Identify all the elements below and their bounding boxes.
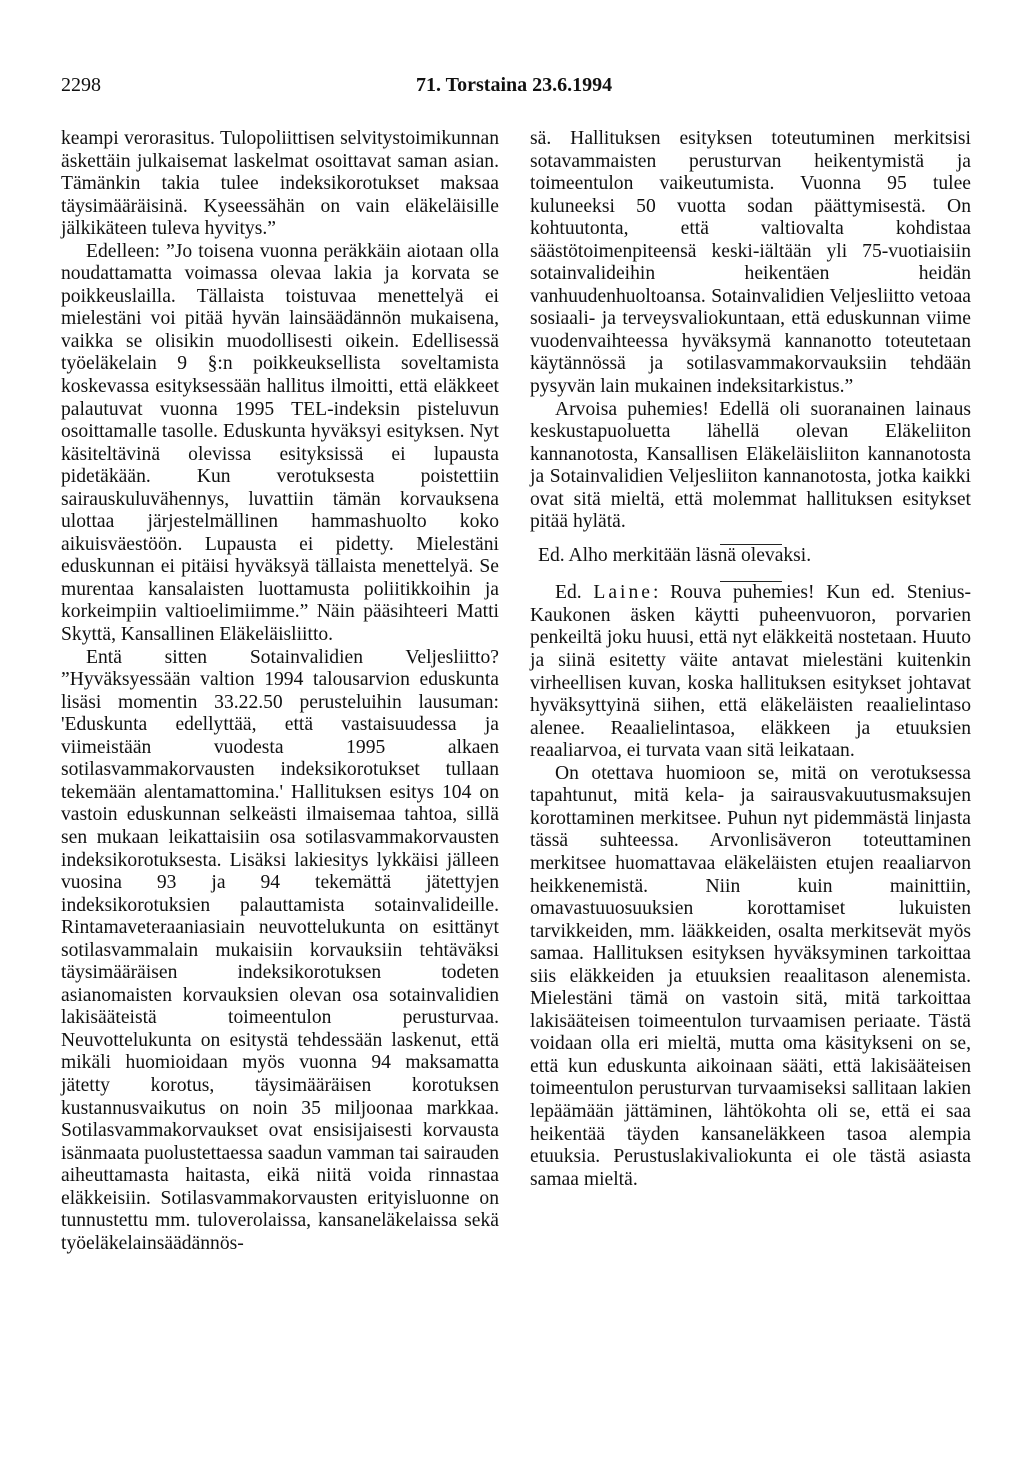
- left-column: [61, 128, 499, 1255]
- speech-text: Rouva puhemies! Kun ed. Stenius-Kaukonen äsken käytti puheenvuoron, porvarien penkeiltä joku huusi, että nyt eläkkeitä nostetaan. Huuto ja siinä esitetty väite antavat mielestäni kuitenkin virheellisen kuvan, koska hallituksen esitykset johtavat hyväksyttyinä siihen, että eläkeläisten reaalielintaso alenee. Reaalielintasoa, eläkkeen ja etuuksien reaaliarvoa, ei turvata vaan sitä leikataan.: [530, 582, 971, 762]
- right-column: [530, 128, 971, 1191]
- running-head: 71. Torstaina 23.6.1994: [416, 74, 613, 96]
- left-paragraph-2: Edelleen: ”Jo toisena vuonna peräkkäin aiotaan olla noudattamatta voimassa olevaa lakia ja korvata se poikkeuslailla. Tällaista toistuvaa menettelyä ei mielestäni voi pitää hyvän lainsäädännön mukaisena, vaikka se olisikin muodollisesti oikein. Edellisessä työeläkelain 9 §:n poikkeuksellista soveltamista koskevassa esityksessään hallitus ilmoitti, että eläkkeet palautuvat vuonna 1995 TEL-indeksin pisteluvun osoittamalle tasolle. Eduskunta hyväksyi esityksen. Nyt käsiteltävinä olevissa esityksissä ei lupausta pidetäkään. Kun verotuksesta poistettiin sairauskuluvähennys, luvattiin tämän korvauksena ulottaa järjestelmällinen hammashuolto koko aikuisväestöön. Lupausta ei pidetty. Mielestäni eduskunnan ei pitäisi hyväksyä tällaista menettelyä. Se murentaa kansalaisten luottamusta poliitikkoihin ja korkeimpiin valtioelimiimme.” Näin pääsihteeri Matti Skyttä, Kansallinen Eläkeläisliitto.: [61, 240, 499, 646]
- speech-paragraph-1: [530, 582, 971, 762]
- right-paragraph-1: sä. Hallituksen esityksen toteutuminen merkitsisi sotavammaisten perusturvan heikentymistä ja toimeentulon vaikeutumista. Vuonna 95 tulee kuluneeksi 50 vuotta sodan päättymisestä. On kohtuutonta, että valtiovalta kohdistaa säästötoimenpiteensä keski-iältään yli 75-vuotiaisiin sotainvalideihin heikentäen heidän vanhuudenhuoltoansa. Sotainvalidien Veljesliitto vetoaa sosiaali- ja terveysvaliokuntaan, että eduskunnan viime vuodenvaihteessa hyväksymä kannanotto toteutetaan käytännössä ja sotilasvammakorvauksiin tehdään pysyvän lain mukainen indeksitarkistus.”: [530, 128, 971, 398]
- left-paragraph-1: keampi verorasitus. Tulopoliittisen selvitystoimikunnan äskettäin julkaisemat laskelmat osoittavat saman asian. Tämänkin takia tulee indeksikorotukset maksaa täysimääräisinä. Kyseessähän on vain eläkeläisille jälkikäteen tuleva hyvitys.”: [61, 128, 499, 240]
- speaker-prefix: Ed.: [555, 582, 582, 604]
- left-paragraph-3: Entä sitten Sotainvalidien Veljesliitto? ”Hyväksyessään valtion 1994 talousarvion eduskunta lisäsi momentin 33.22.50 perusteluihin lausuman: 'Eduskunta edellyttää, että vastaisuudessa ja viimeistään vuodesta 1995 alkaen sotilasvammakorvausten indeksikorotukset tullaan tekemään alentamattomina.' Hallituksen esitys 104 on vastoin eduskunnan selkeästi ilmaisemaa tahtoa, sillä sen mukaan leikattaisiin osa sotilasvammakorvausten indeksikorotuksesta. Lisäksi lakiesitys lykkäisi jälleen vuosina 93 ja 94 tekemättä jätettyjen indeksikorotuksien palauttamista sotainvalideille. Rintamaveteraaniasiain neuvottelukunta on esittänyt sotilasvammalain mukaisiin korvauksiin tehtäväksi täysimääräisen indeksikorotuksen todeten asianomaisten korvauksien olevan osa sotainvalidien lakisääteistä toimeentulon perusturvaa. Neuvottelukunta on esitystä tehdessään laskenut, että mikäli huomioidaan myös vuonna 94 maksamatta jätetty korotus, täysimääräisen korotuksen kustannusvaikutus on noin 35 miljoonaa markkaa. Sotilasvammakorvaukset ovat ensisijaisesti korvausta isänmaata puolustettaessa saadun vamman tai sairauden aiheuttamasta haitasta, eikä niitä voida rinnastaa eläkkeisiin. Sotilasvammakorvausten erityisluonne on tunnustettu mm. tuloverolaissa, kansaneläkelaissa sekä työeläkelainsäädännös-: [61, 646, 499, 1254]
- presence-note: Ed. Alho merkitään läsnä olevaksi.: [538, 544, 812, 566]
- right-paragraph-2: Arvoisa puhemies! Edellä oli suoranainen lainaus keskustapuoluetta lähellä olevan Eläkeliiton kannanotosta, Kansallisen Eläkeläisliiton kannanotosta ja Sotainvalidien Veljesliiton kannanotosta, jotka kaikki ovat sitä mieltä, että molemmat hallituksen esitykset pitää hylätä.: [530, 398, 971, 533]
- speaker-name: Laine: [593, 582, 653, 604]
- speech-paragraph-2: On otettava huomioon se, mitä on verotuksessa tapahtunut, mitä kela- ja sairausvakuutusmaksujen korottaminen merkitsee. Puhun nyt pidemmästä linjasta tässä suhteessa. Arvonlisäveron toteuttaminen merkitsee huomattavaa eläkeläisten etujen reaaliarvon heikkenemistä. Niin kuin mainittiin, omavastuuosuuksien korottamiset lukuisten tarvikkeiden, mm. lääkkeiden, osalta merkitsevät myös samaa. Hallituksen esityksen hyväksyminen tarkoittaa siis eläkkeiden ja etuuksien reaalitason alenemista. Mielestäni tämä on vastoin sitä, mitä tarkoittaa lakisääteisen toimeentulon turvaamisen periaate. Tästä voidaan olla eri mieltä, mutta oma käsitykseni on se, että kun eduskunta aikoinaan sääti, että lakisääteisen toimeentulon perusturvan turvaamiseksi sallitaan lakien lepäämään jättäminen, lähtökohta oli se, että ei saa heikentää täyden kansaneläkkeen tasoa alempia etuuksia. Perustuslakivaliokunta ei ole tästä asiasta samaa mieltä.: [530, 762, 971, 1190]
- page-header: [0, 74, 1024, 104]
- speaker-colon: :: [652, 582, 659, 604]
- page-number: 2298: [61, 74, 101, 96]
